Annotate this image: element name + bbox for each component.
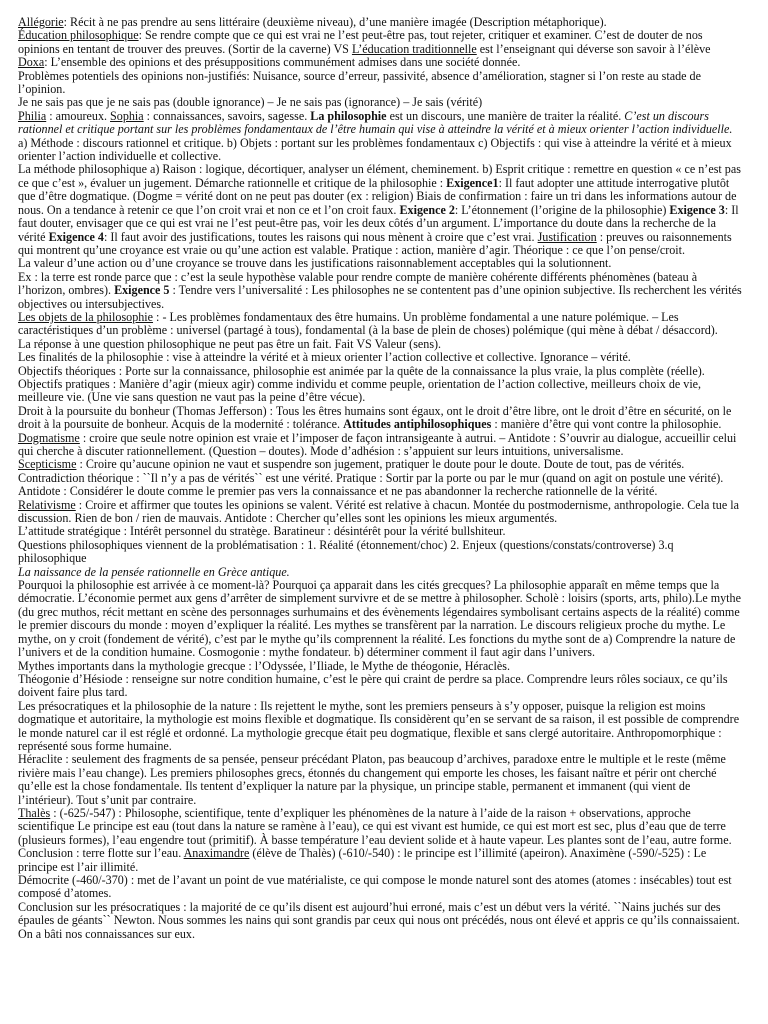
text-run: Héraclite : seulement des fragments de sa pensée, penseur précédant Platon, pas beaucoup d’archives, paradoxe entre le multiple et le reste (même rivière mais l’eau change). Les premiers philosophes grecs, étonnés du changement qui emporte les choses, les faisant naître et périr ont cherché qu’elle est la chose fondamentale. Ils tentent d’expliquer la nature par la physique, un principe stable, permanent et immanent (qui vient de l’intérieur). Tout s’unit par contraire. xyxy=(18,752,726,807)
text-run: : - Les problèmes fondamentaux des être humains. Un problème fondamental a une nature polémique. – Les caractéristiques d’un problème : universel (partagé à tous), fondamental (à la base de plein de choses) polémique (qui mène à débat / désaccord). xyxy=(18,309,718,338)
paragraph xyxy=(18,16,744,29)
text-run: : Croire et affirmer que toutes les opinions se valent. Vérité est relative à chacun. Montée du postmodernisme, anthropologie. Cela tue la discussion. Rien de bon / rien de mauvais. Antidote : Chercher qu’elles sont les opinions les mieux argumentés. xyxy=(18,497,739,526)
text-run: La valeur d’une action ou d’une croyance se trouve dans les justifications raisonnablement acceptables qui la solutionnent. xyxy=(18,256,612,271)
text-run: Mythes importants dans la mythologie grecque : l’Odyssée, l’Iliade, le Mythe de théogonie, Héraclès. xyxy=(18,658,511,673)
paragraph xyxy=(18,874,744,901)
italic-text: La naissance de la pensée rationnelle en Grèce antique. xyxy=(18,564,290,579)
text-run: : Se rendre compte que ce qui est vrai ne l’est peut-être pas, tout rejeter, critiquer et examiner. C’est de douter de nos opinions en tentant de trouver des preuves. (Sortir de la caverne) VS xyxy=(18,28,703,56)
paragraph xyxy=(18,525,744,538)
paragraph xyxy=(18,579,744,659)
text-run: : Récit à ne pas prendre au sens littéraire (deuxième niveau), d’une manière imagée (Description métaphorique). xyxy=(63,15,607,29)
underlined-term: Allégorie xyxy=(18,15,64,29)
bold-text: La philosophie xyxy=(310,108,387,123)
text-run: Ex : la terre est ronde parce que : c’est la seule hypothèse valable pour rendre compte de manière cohérente différents phénomènes (bateau à l’horizon, ombres). xyxy=(18,269,698,298)
underlined-term: Éducation philosophique xyxy=(18,28,139,43)
text-run: Démocrite (-460/-370) : met de l’avant un point de vue matérialiste, ce qui compose le monde naturel sont des atomes (atomes : insécables) tout est composé d’atomes. xyxy=(18,873,732,901)
text-run: Les finalités de la philosophie : vise à atteindre la vérité et à mieux orienter l’action collective et collective. Ignorance – vérité. xyxy=(18,350,631,365)
text-run: Questions philosophiques viennent de la problématisation : 1. Réalité (étonnement/choc) 2. Enjeux (questions/constats/controverse) 3.q philosophique xyxy=(18,537,674,566)
text-run: : Il faut avoir des justifications, toutes les raisons qui nous mènent à croire que c’est vrai. xyxy=(103,229,538,244)
text-run: : connaissances, savoirs, sagesse. xyxy=(143,108,311,123)
text-run: : (-625/-547) : Philosophe, scientifique, tente d’expliquer les phénomènes de la nature à l’aide de la raison + observations, approche scientifique Le principe est eau (tout dans la nature se ramène à l’eau), ce qui est vivant est humide, ce qui est mort est sec, plus d’eau que de terre (plusieurs formes), l’eau engendre tout (primitif). À basse température l’eau devient solide et à haute vapeur. Les plantes sont de l’eau, autre forme. Conclusion : terre flotte sur l’eau. xyxy=(18,805,732,861)
paragraph xyxy=(18,458,744,498)
paragraph xyxy=(18,29,744,56)
paragraph xyxy=(18,311,744,338)
paragraph xyxy=(18,807,744,874)
text-run: La méthode philosophique a) Raison : logique, décortiquer, analyser un élément, cheminement. b) Esprit critique : remettre en question « ce n’est pas ce que c’est », évaluer un jugement. Démarche rationnelle et critique de la philosophie : xyxy=(18,162,741,190)
paragraph xyxy=(18,365,744,378)
underlined-term: Les objets de la philosophie xyxy=(18,309,154,324)
text-run: : preuves ou raisonnements qui montrent qu’une croyance est vraie ou qu’une action est valable. Pratique : action, manière d’agir. Théorique : ce que l’on pense/croit. xyxy=(18,229,732,257)
text-run: Les présocratiques et la philosophie de la nature : Ils rejettent le mythe, sont les premiers penseurs à s’y opposer, puisque la religion est moins dogmatique et autoritaire, la mythologie est moins flexible et dogmatique. Ils considèrent qu’en se servant de sa raison, il est possible de comprendre le monde naturel car il est réglé et ordonné. La mythologie grecque était peu dogmatique, flexible et sans clergé autoritaire. Anthropomorphique : représenté sous forme humaine. xyxy=(18,698,740,753)
text-run: Théogonie d’Hésiode : renseigne sur notre condition humaine, c’est le père qui craint de perdre sa place. Comprendre leurs rôles sociaux, ce qu’ils doivent faire plus tard. xyxy=(18,671,728,700)
bold-text: Exigence1 xyxy=(446,175,499,190)
bold-text: Exigence 2 xyxy=(399,202,455,217)
text-run: est un discours, une manière de traiter la réalité. xyxy=(386,108,625,123)
paragraph xyxy=(18,700,744,754)
underlined-term: Anaximandre xyxy=(183,846,250,861)
text-run: : Tendre vers l’universalité : Les philosophes ne se contentent pas d’une opinion subjective. Ils recherchent les vérités objectives ou intersubjectives. xyxy=(18,283,742,311)
text-run: : Il faut adopter une attitude interrogative plutôt que d’être dogmatique. (Dogme = vérité dont on ne peut pas douter (ex : religion) Biais de confirmation : faire un tri dans les informations autour de nous. On a tendance à retenir ce que l’on croit vrai et non ce et l’on croit faux. xyxy=(18,175,737,217)
underlined-term: Justification xyxy=(537,229,597,244)
text-run: : amoureux. xyxy=(46,108,111,123)
paragraph xyxy=(18,110,744,137)
bold-text: Exigence 3 xyxy=(669,202,725,217)
paragraph xyxy=(18,405,744,432)
bold-text: Exigence 4 xyxy=(48,229,104,244)
paragraph xyxy=(18,56,744,69)
text-run: Droit à la poursuite du bonheur (Thomas Jefferson) : Tous les êtres humains sont égaux, ont le droit d’être libre, ont le droit d’être en sécurité, on le droit à la poursuite de bonheur. Acquis de la modernité : tolérance. xyxy=(18,403,732,432)
paragraph xyxy=(18,660,744,673)
paragraph xyxy=(18,901,744,941)
document-page xyxy=(18,16,744,941)
underlined-term: Relativisme xyxy=(18,497,76,512)
text-run: : L’étonnement (l’origine de la philosophie) xyxy=(454,202,670,217)
text-run: (élève de Thalès) (-610/-540) : le principe est l’illimité (apeiron). Anaximène (-590/-525) : Le principe est l’air illimité. xyxy=(18,846,707,874)
text-run: Pourquoi la philosophie est arrivée à ce moment-là? Pourquoi ça apparait dans les cités grecques? La philosophie apparaît en même temps que la démocratie. L’économie permet aux gens d’arrêter de simplement survivre et de se mettre à philosopher. Scholè : loisirs (sports, arts, philo).Le mythe (du grec muthos, récit mettant en scène des personnages surhumains et des évènements légendaires symbolisant certains aspects de la réalité) comme le premier discours du monde : moyen d’expliquer la réalité. Les mythes se transfèrent par la narration. Le discours religieux proche du mythe. Le mythe, on y croit (fondement de vérité), c’est par le mythe qu’ils comprennent la réalité. Les fonctions du mythe sont de a) Comprendre la nature de l’univers et de la condition humaine. Cosmogonie : mythe fondateur. b) déterminer comment il faut agir dans l’univers. xyxy=(18,578,741,660)
paragraph xyxy=(18,432,744,459)
underlined-term: Scepticisme xyxy=(18,457,77,472)
text-run: : Croire qu’aucune opinion ne vaut et suspendre son jugement, pratiquer le doute pour le doute. Doute de tout, pas de vérités. Contradiction théorique : ``Il n’y a pas de vérités`` est une vérité. Pratique : Sortir par la porte ou par le mur (quand on agit on postule une vérité). Antidote : Considérer le doute comme le premier pas vers la connaissance et ne pas abandonner la recherche rationnelle de la vérité. xyxy=(18,457,724,499)
text-run: Objectifs théoriques : Porte sur la connaissance, philosophie est animée par la quête de la connaissance la plus vraie, la plus complète (réelle). xyxy=(18,363,705,378)
text-run: Je ne sais pas que je ne sais pas (double ignorance) – Je ne sais pas (ignorance) – Je sais (vérité) xyxy=(18,95,483,110)
text-run: La réponse à une question philosophique ne peut pas être un fait. Fait VS Valeur (sens). xyxy=(18,336,442,351)
underlined-term: Doxa xyxy=(18,55,45,70)
text-run: L’attitude stratégique : Intérêt personnel du stratège. Baratineur : désintérêt pour la vérité bullshiteur. xyxy=(18,524,506,539)
text-run: : croire que seule notre opinion est vraie et l’imposer de façon intransigeante à autrui. – Antidote : S’ouvrir au dialogue, accueillir celui qui cherche à discuter rationnellement. (Question – doutes). Mode d’adhésion : s’appuient sur leurs intuitions, universalisme. xyxy=(18,430,737,458)
paragraph xyxy=(18,271,744,311)
italic-text: C’est un discours rationnel et critique portant sur les problèmes fondamentaux de l’être humain qui vise à atteindre la vérité et à mieux orienter l’action individuelle. xyxy=(18,108,733,137)
text-run: Conclusion sur les présocratiques : la majorité de ce qu’ils disent est aujourd’hui erroné, mais c’est un début vers la vérité. ``Nains juchés sur des épaules de géants`` Newton. Nous sommes les nains qui sont grandis par ceux qui nous ont précédés, nous ont élevé et appris ce qu’ils connaissaient. On a bâti nos connaissances sur eux. xyxy=(18,899,740,941)
text-run: est l’enseignant qui déverse son savoir à l’élève xyxy=(476,41,711,56)
underlined-term: Thalès xyxy=(18,805,51,820)
paragraph xyxy=(18,566,744,579)
text-run: : L’ensemble des opinions et des présuppositions communément admises dans une société donnée. xyxy=(44,55,521,70)
paragraph xyxy=(18,137,744,164)
text-run: a) Méthode : discours rationnel et critique. b) Objets : portant sur les problèmes fondamentaux c) Objectifs : qui vise à atteindre la vérité et à mieux orienter l’action individuelle et collective. xyxy=(18,135,732,164)
underlined-term: Sophia xyxy=(110,108,144,123)
paragraph xyxy=(18,673,744,700)
bold-text: Exigence 5 xyxy=(114,283,170,298)
paragraph xyxy=(18,499,744,526)
paragraph xyxy=(18,70,744,97)
text-run: : manière d’être qui vont contre la philosophie. xyxy=(491,417,722,432)
underlined-term: L’éducation traditionnelle xyxy=(351,41,477,56)
underlined-term: Dogmatisme xyxy=(18,430,80,445)
paragraph xyxy=(18,257,744,270)
paragraph xyxy=(18,163,744,257)
bold-text: Attitudes antiphilosophiques xyxy=(343,417,492,432)
text-run: : Il faut douter, envisager que ce qui est vrai ne l’est peut-être pas, voir les deux côtés d’un argument. L’importance du doute dans la recherche de la vérité xyxy=(18,202,739,244)
paragraph xyxy=(18,351,744,364)
paragraph xyxy=(18,378,744,405)
text-run: Problèmes potentiels des opinions non-justifiés: Nuisance, source d’erreur, passivité, absence d’amélioration, stagner si l’on reste au stade de l’opinion. xyxy=(18,68,701,97)
paragraph xyxy=(18,539,744,566)
paragraph xyxy=(18,338,744,351)
underlined-term: Philia xyxy=(18,108,47,123)
paragraph xyxy=(18,753,744,807)
text-run: Objectifs pratiques : Manière d’agir (mieux agir) comme individu et comme peuple, orientation de l’action collective, meilleurs choix de vie, meilleure vie. (Une vie sans question ne vaut pas la peine d’être vécue). xyxy=(18,376,702,405)
paragraph xyxy=(18,96,744,109)
